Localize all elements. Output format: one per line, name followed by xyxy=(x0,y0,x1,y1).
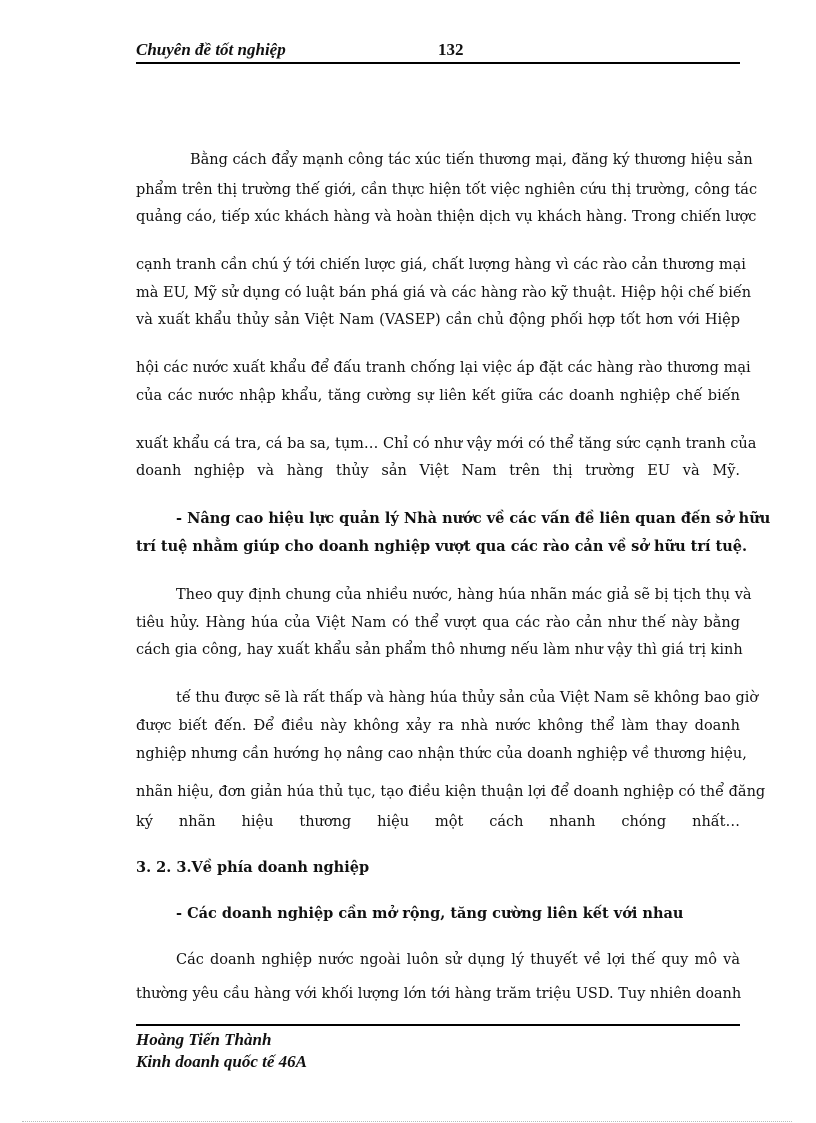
body-line: được biết đến. Để điều này không xảy ra nhà nước không thể làm thay doanh xyxy=(136,718,740,734)
subsection-title: 3. 2. 3.Về phía doanh nghiệp xyxy=(136,859,370,876)
body-line: ký nhãn hiệu thương hiệu một cách nhanh chóng nhất… xyxy=(136,814,740,830)
body-line: doanh nghiệp và hàng thủy sản Việt Nam trên thị trường EU và Mỹ. xyxy=(136,463,740,479)
body-line: cách gia công, hay xuất khẩu sản phẩm thô nhưng nếu làm như vậy thì giá trị kinh xyxy=(136,642,743,658)
page-header xyxy=(136,38,740,64)
body-line: Bằng cách đẩy mạnh công tác xúc tiến thương mại, đăng ký thương hiệu sản xyxy=(190,152,753,168)
body-line: cạnh tranh cần chú ý tới chiến lược giá, chất lượng hàng vì các rào cản thương mại xyxy=(136,257,746,273)
section-heading: trí tuệ nhằm giúp cho doanh nghiệp vượt qua các rào cản về sở hữu trí tuệ. xyxy=(136,538,748,555)
page-edge xyxy=(22,1121,792,1122)
body-line: tiêu hủy. Hàng húa của Việt Nam có thể vượt qua các rào cản như thế này bằng xyxy=(136,615,740,631)
body-line: Các doanh nghiệp nước ngoài luôn sử dụng lý thuyết về lợi thế quy mô và xyxy=(176,952,740,968)
body-line: thường yêu cầu hàng với khối lượng lớn tới hàng trăm triệu USD. Tuy nhiên doanh xyxy=(136,986,742,1002)
section-heading: - Các doanh nghiệp cần mở rộng, tăng cường liên kết với nhau xyxy=(176,905,684,922)
body-line: phẩm trên thị trường thế giới, cần thực hiện tốt việc nghiên cứu thị trường, công tác xyxy=(136,182,758,198)
body-line: của các nước nhập khẩu, tăng cường sự liên kết giữa các doanh nghiệp chế biến xyxy=(136,388,740,404)
page-number: 132 xyxy=(438,40,464,59)
body-line: mà EU, Mỹ sử dụng có luật bán phá giá và các hàng rào kỹ thuật. Hiệp hội chế biến xyxy=(136,285,752,301)
body-line: nhãn hiệu, đơn giản húa thủ tục, tạo điều kiện thuận lợi để doanh nghiệp có thể đăng xyxy=(136,784,766,800)
body-line: xuất khẩu cá tra, cá ba sa, tụm… Chỉ có như vậy mới có thể tăng sức cạnh tranh của xyxy=(136,436,757,452)
body-line: quảng cáo, tiếp xúc khách hàng và hoàn thiện dịch vụ khách hàng. Trong chiến lược xyxy=(136,209,757,225)
footer-rule xyxy=(136,1024,740,1026)
footer-author: Hoàng Tiến Thành xyxy=(136,1030,272,1049)
body-line: hội các nước xuất khẩu để đấu tranh chống lại việc áp đặt các hàng rào thương mại xyxy=(136,360,751,376)
body-line: Theo quy định chung của nhiều nước, hàng húa nhãn mác giả sẽ bị tịch thụ và xyxy=(176,587,752,603)
body-line: và xuất khẩu thủy sản Việt Nam (VASEP) cần chủ động phối hợp tốt hơn với Hiệp xyxy=(136,312,740,328)
body-line: tế thu được sẽ là rất thấp và hàng húa thủy sản của Việt Nam sẽ không bao giờ xyxy=(176,690,759,706)
document-title: Chuyên đề tốt nghiệp xyxy=(136,40,286,59)
footer-class: Kinh doanh quốc tế 46A xyxy=(136,1052,307,1071)
body-line: nghiệp nhưng cần hướng họ nâng cao nhận thức của doanh nghiệp về thương hiệu, xyxy=(136,746,747,762)
section-heading: - Nâng cao hiệu lực quản lý Nhà nước về các vấn đề liên quan đến sở hữu xyxy=(176,510,771,527)
